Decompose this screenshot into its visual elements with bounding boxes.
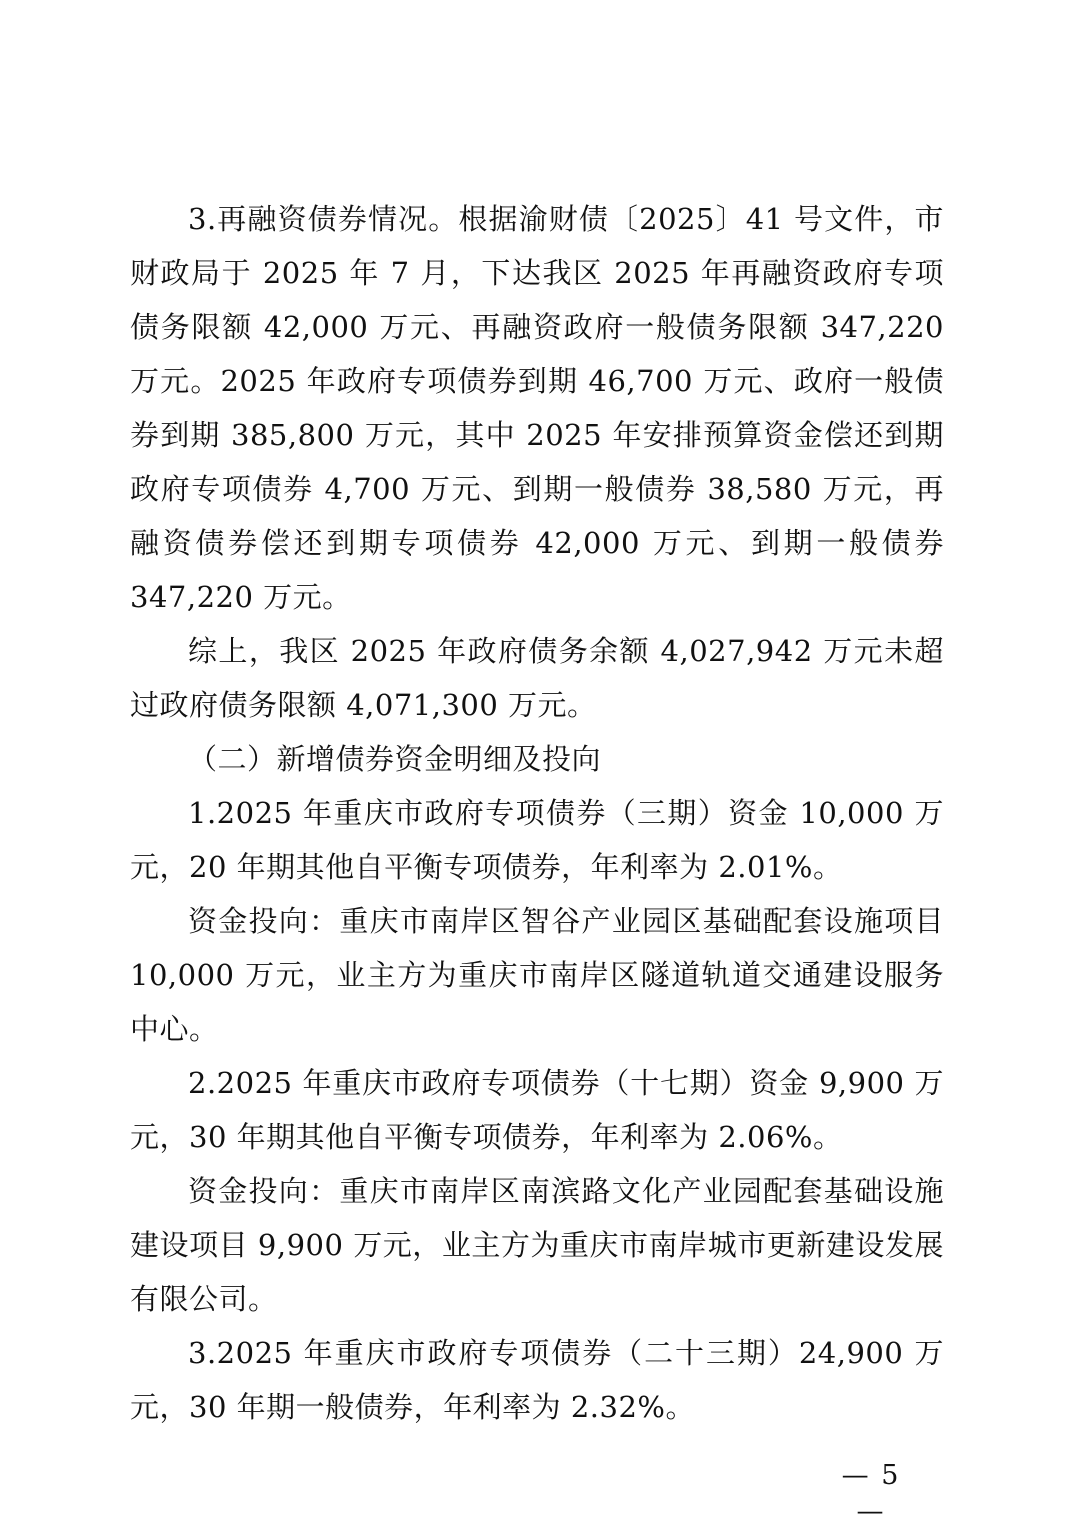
paragraph-bond-1: 1.2025 年重庆市政府专项债券（三期）资金 10,000 万元，20 年期其他自平衡专项债券，年利率为 2.01%。 [130,796,944,884]
section-heading-new-bonds: （二）新增债券资金明细及投向 [188,742,602,776]
paragraph-refinancing-bonds: 3.再融资债券情况。根据渝财债〔2025〕41 号文件，市财政局于 2025 年 7 月，下达我区 2025 年再融资政府专项债务限额 42,000 万元、再融资政府一般债务限额 347,220 万元。2025 年政府专项债券到期 46,700 万元、政府一般债券到期 385,800 万元，其中 2025 年安排预算资金偿还到期政府专项债券 4,700 万元、到期一般债券 38,580 万元，再融资债券偿还到期专项债券 42,000 万元、到期一般债券 347,220 万元。 [130,202,944,614]
paragraph-bond-3: 3.2025 年重庆市政府专项债券（二十三期）24,900 万元，30 年期一般债券，年利率为 2.32%。 [130,1336,944,1424]
page-number: — 5 — [841,1460,901,1527]
paragraph-bond-2: 2.2025 年重庆市政府专项债券（十七期）资金 9,900 万元，30 年期其他自平衡专项债券，年利率为 2.06%。 [130,1066,944,1154]
paragraph-bond-2-use: 资金投向：重庆市南岸区南滨路文化产业园配套基础设施建设项目 9,900 万元，业主方为重庆市南岸城市更新建设发展有限公司。 [130,1174,944,1316]
paragraph-bond-1-use: 资金投向：重庆市南岸区智谷产业园区基础配套设施项目 10,000 万元，业主方为重庆市南岸区隧道轨道交通建设服务中心。 [130,904,944,1046]
document-body [130,192,944,1434]
paragraph-summary: 综上，我区 2025 年政府债务余额 4,027,942 万元未超过政府债务限额 4,071,300 万元。 [130,634,944,722]
